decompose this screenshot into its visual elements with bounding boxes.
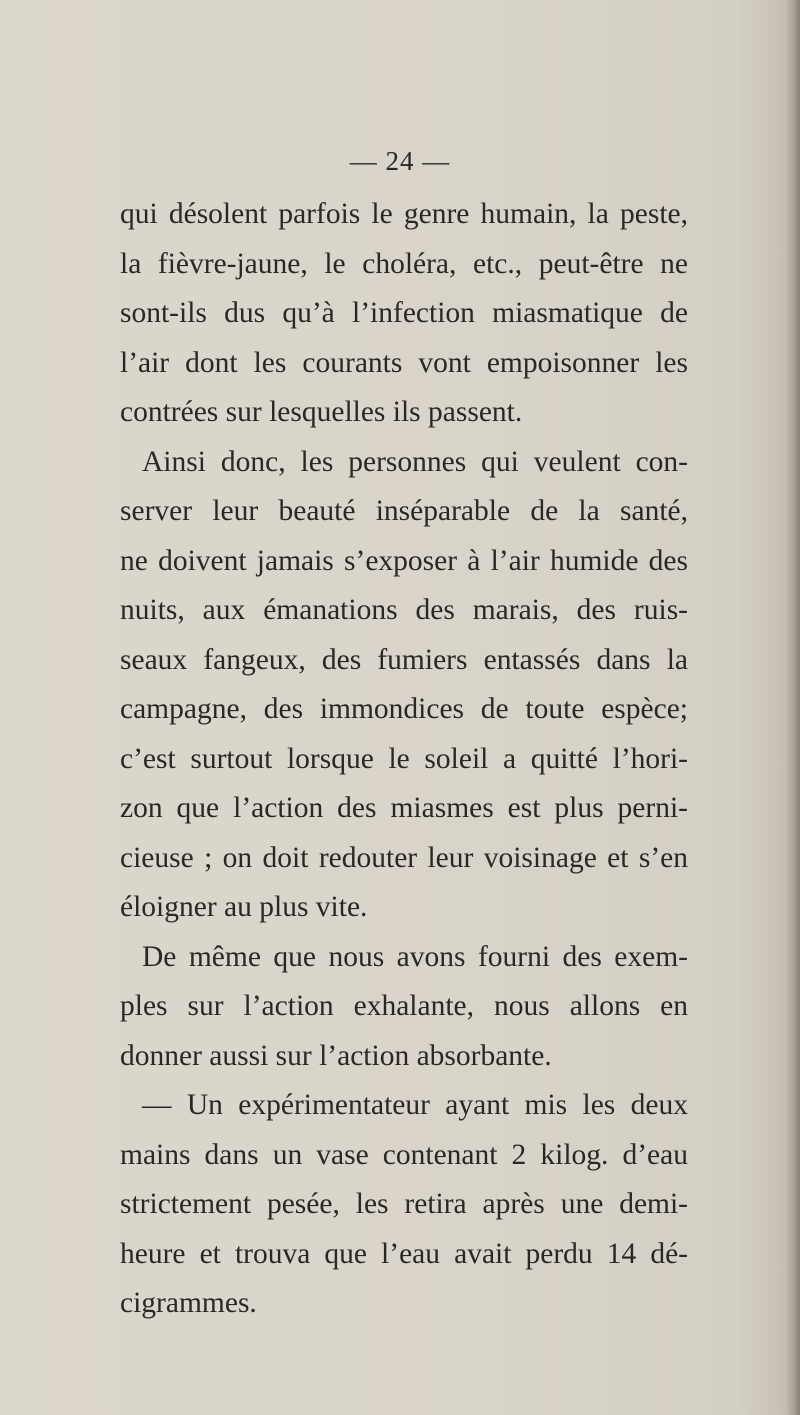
text-line: seaux fangeux, des fumiers entassés dans la [120, 643, 688, 676]
text-line: zon que l’action des miasmes est plus perni- [120, 792, 688, 824]
text-line: cigrammes. [120, 1287, 257, 1319]
text-line: De même que nous avons fourni des exem- [142, 940, 688, 973]
text-line: l’air dont les courants vont empoisonner les [120, 346, 688, 379]
page-edge-shadow [786, 0, 800, 1415]
page-number: — 24 — [349, 146, 451, 176]
text-line: cieuse ; on doit redouter leur voisinage et s’en [120, 841, 688, 874]
text-line: server leur beauté inséparable de la santé, [120, 495, 688, 527]
text-line: sont-ils dus qu’à l’infection miasmatique de [120, 297, 688, 329]
text-line: heure et trouva que l’eau avait perdu 14 dé- [120, 1237, 688, 1270]
text-line: campagne, des immondices de toute espèce; [120, 693, 688, 725]
body-text [120, 190, 688, 1329]
text-line: c’est surtout lorsque le soleil a quitté l’hori- [120, 742, 688, 775]
text-line: qui désolent parfois le genre humain, la peste, [120, 198, 688, 230]
text-line: mains dans un vase contenant 2 kilog. d’eau [120, 1138, 688, 1171]
text-line: — Un expérimentateur ayant mis les deux [142, 1089, 688, 1121]
text-line: donner aussi sur l’action absorbante. [120, 1039, 552, 1072]
text-line: contrées sur lesquelles ils passent. [120, 396, 523, 428]
text-line: la fièvre-jaune, le choléra, etc., peut-être ne [120, 247, 688, 280]
text-line: éloigner au plus vite. [120, 891, 368, 923]
text-line: strictement pesée, les retira après une demi- [120, 1188, 688, 1220]
text-line: nuits, aux émanations des marais, des ruis- [120, 594, 688, 626]
text-line: ples sur l’action exhalante, nous allons en [120, 990, 688, 1022]
text-line: Ainsi donc, les personnes qui veulent con- [142, 445, 688, 478]
text-line: ne doivent jamais s’exposer à l’air humide des [120, 544, 688, 577]
